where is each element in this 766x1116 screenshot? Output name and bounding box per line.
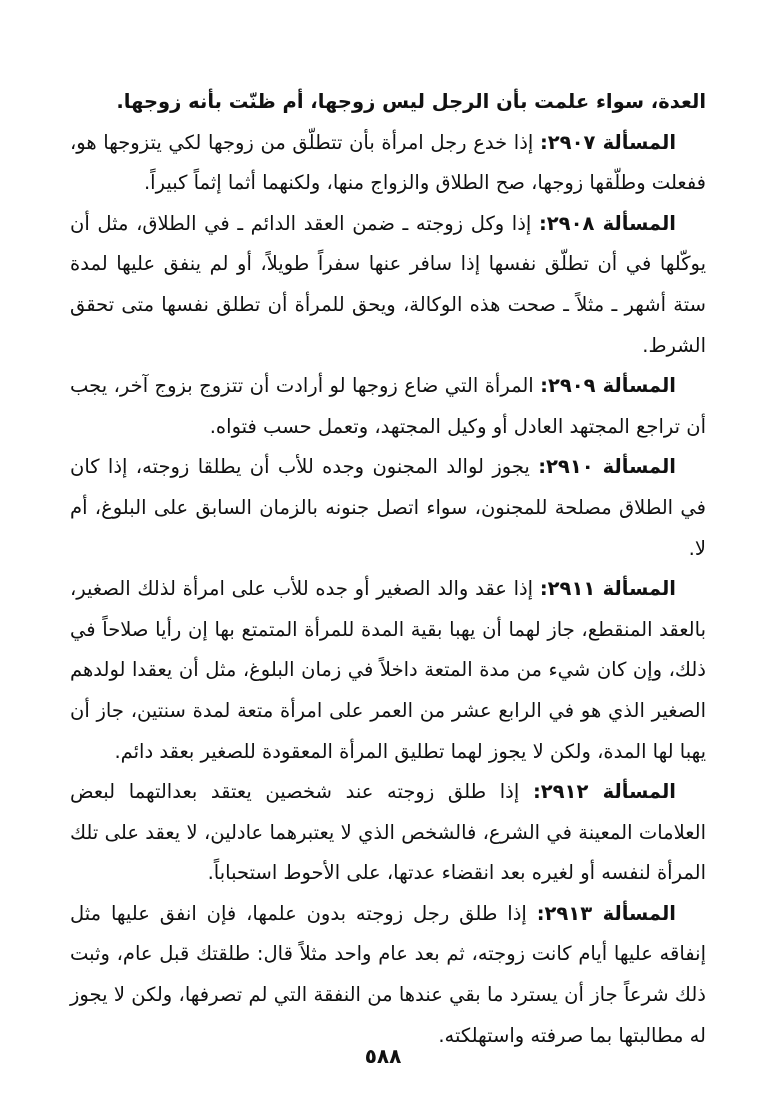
issue-text: إذا وكل زوجته ـ ضمن العقد الدائم ـ في الطلاق، مثل أن يوكّلها في أن تطلّق نفسها إذا سافر عنها سفراً طويلاً، أو لم ينفق عليها لمدة ستة أشهر ـ مثلاً ـ صحت هذه الوكالة، ويحق للمرأة أن تطلق نفسها متى تحقق الشرط. [70, 211, 706, 357]
continuation-paragraph: العدة، سواء علمت بأن الرجل ليس زوجها، أم ظنّت بأنه زوجها. [116, 90, 706, 113]
issue-2907 [70, 123, 706, 204]
issue-text: إذا عقد والد الصغير أو جده للأب على امرأة لذلك الصغير، بالعقد المنقطع، جاز لهما أن يهبا بقية المدة للمرأة المتمتع بها إن رأيا صلاحاً في ذلك، وإن كان شيء من مدة المتعة داخلاً في زمان البلوغ، مثل أن يعقدا لولدهم الصغير الذي هو في الرابع عشر من العمر على امرأة متعة لمدة سنتين، جاز أن يهبا لها المدة، ولكن لا يجوز لهما تطليق المرأة المعقودة للصغير بعقد دائم. [70, 577, 706, 763]
issue-2909 [70, 366, 706, 447]
issue-label: المسألة ٢٩١٢: [532, 780, 676, 804]
issue-label: المسألة ٢٩٠٨: [538, 211, 676, 235]
issue-2908 [70, 204, 706, 366]
page-number: ٥٨٨ [364, 1044, 402, 1068]
issue-label: المسألة ٢٩١١: [539, 577, 676, 601]
issue-2911 [70, 569, 706, 772]
issue-label: المسألة ٢٩١٣: [536, 901, 676, 925]
issue-2912 [70, 772, 706, 894]
document-page [70, 82, 706, 1056]
issue-label: المسألة ٢٩١٠: [538, 455, 676, 479]
issue-label: المسألة ٢٩٠٧: [539, 130, 677, 154]
issue-text: إذا خدع رجل امرأة بأن تتطلّق من زوجها لكي يتزوجها هو، ففعلت وطلّقها زوجها، صح الطلاق والزواج منها، ولكنهما أثما إثماً كبيراً. [70, 130, 706, 195]
issue-text: إذا طلق رجل زوجته بدون علمها، فإن انفق عليها مثل إنفاقه عليها أيام كانت زوجته، ثم بعد عام واحد مثلاً قال: طلقتك قبل عام، وثبت ذلك شرعاً جاز أن يسترد ما بقي عندها من النفقة التي لم تصرفها، ولكن لا يجوز له مطالبتها بما صرفته واستهلكته. [70, 901, 706, 1047]
issue-2910 [70, 447, 706, 569]
issue-text: يجوز لوالد المجنون وجده للأب أن يطلقا زوجته، إذا كان في الطلاق مصلحة للمجنون، سواء اتصل جنونه بالزمان السابق على البلوغ، أم لا. [70, 455, 706, 560]
issue-text: المرأة التي ضاع زوجها لو أرادت أن تتزوج بزوج آخر، يجب أن تراجع المجتهد العادل أو وكيل المجتهد، وتعمل حسب فتواه. [70, 374, 706, 438]
issue-label: المسألة ٢٩٠٩: [540, 374, 676, 398]
issue-text: إذا طلق زوجته عند شخصين يعتقد بعدالتهما لبعض العلامات المعينة في الشرع، فالشخص الذي لا يعتبرهما عادلين، لا يعقد على تلك المرأة لنفسه أو لغيره بعد انقضاء عدتها، على الأحوط استحباباً. [70, 780, 706, 885]
issue-2913 [70, 894, 706, 1056]
